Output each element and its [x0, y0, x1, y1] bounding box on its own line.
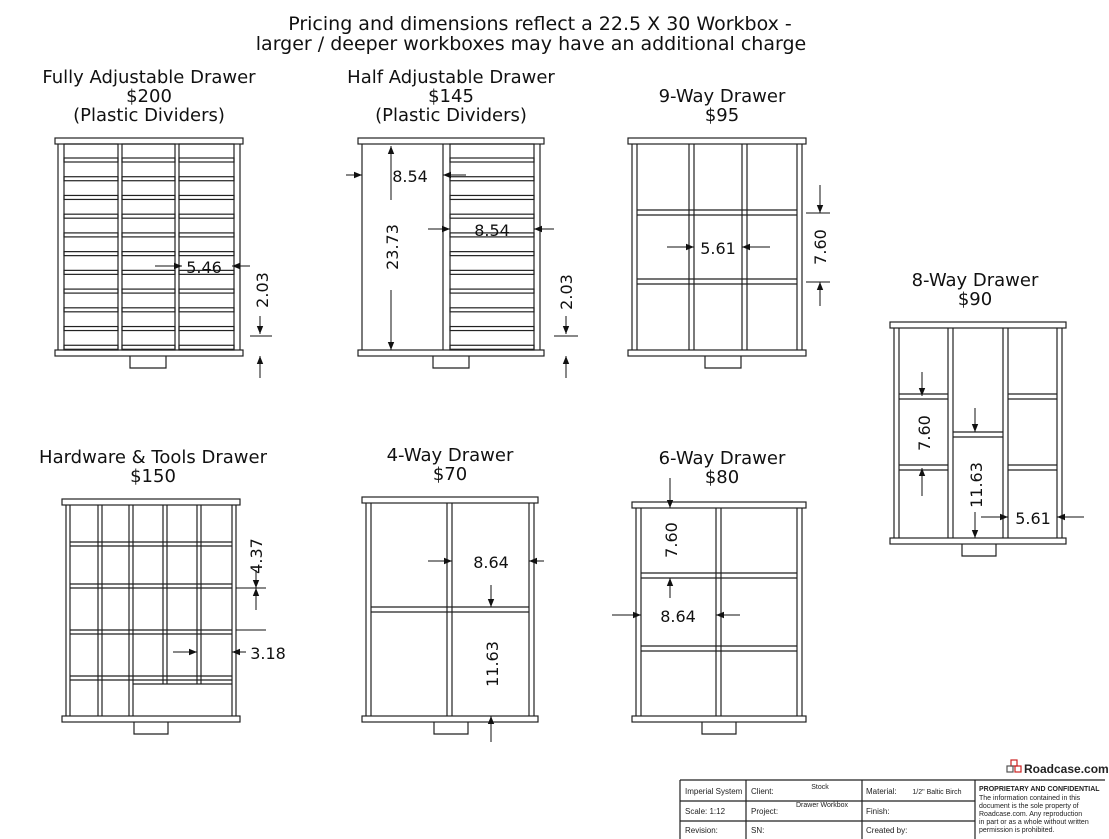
drawer-note: (Plastic Dividers)	[375, 105, 527, 126]
drawer-hardware-tools	[39, 447, 286, 734]
dim-label: 7.60	[915, 415, 934, 451]
dim-label: 8.54	[392, 167, 428, 186]
divider-slot	[450, 214, 534, 218]
drawer-title: Hardware & Tools Drawer	[39, 447, 267, 468]
divider-slot	[64, 158, 118, 162]
divider-slot	[179, 289, 234, 293]
drawer-price: $90	[957, 289, 993, 310]
divider-slot	[450, 177, 534, 181]
divider-slot	[450, 158, 534, 162]
divider-slot	[179, 252, 234, 256]
drawer-half-adjustable	[346, 67, 578, 378]
dim-label: 11.63	[483, 641, 502, 687]
drawer-price: $80	[704, 467, 740, 488]
drawer-title: Half Adjustable Drawer	[347, 67, 555, 88]
divider-slot	[64, 214, 118, 218]
tb-scale: Scale: 1:12	[685, 807, 726, 816]
tb-material-value: 1/2" Baltic Birch	[912, 789, 962, 796]
roadcase-logo-icon	[1007, 760, 1021, 772]
tb-system: Imperial System	[685, 787, 743, 796]
dim-label: 8.64	[660, 607, 696, 626]
tb-logo: Roadcase.com	[1024, 762, 1109, 776]
divider-slot	[179, 214, 234, 218]
drawer-note: (Plastic Dividers)	[73, 105, 225, 126]
dim-label: 3.18	[250, 644, 286, 663]
dim-label: 7.60	[811, 229, 830, 265]
title-block	[680, 760, 1109, 839]
drawer-outline	[55, 138, 243, 368]
divider-slot	[64, 327, 118, 331]
tb-project-value: Drawer Workbox	[796, 802, 848, 809]
drawer-title: Fully Adjustable Drawer	[42, 67, 256, 88]
divider-slot	[122, 158, 175, 162]
drawer-price: $200	[126, 86, 172, 107]
drawer-title: 8-Way Drawer	[911, 270, 1039, 291]
drawer-price: $95	[704, 105, 740, 126]
drawer-9-way	[628, 86, 830, 368]
tb-project-label: Project:	[751, 807, 779, 816]
divider-slot	[122, 177, 175, 181]
divider-slot	[64, 252, 118, 256]
tb-client-value: Stock	[811, 784, 829, 791]
divider-slot	[450, 327, 534, 331]
dim-label: 11.63	[967, 462, 986, 508]
drawer-outline	[362, 497, 538, 734]
dim-label: 2.03	[557, 274, 576, 310]
drawer-outline	[62, 499, 240, 734]
divider-slot	[64, 270, 118, 274]
divider-slot	[179, 233, 234, 237]
dim-label: 7.60	[662, 522, 681, 558]
drawer-price: $145	[428, 86, 474, 107]
drawer-4-way	[362, 445, 544, 742]
divider-slot	[179, 177, 234, 181]
divider-slot	[122, 195, 175, 199]
tb-client-label: Client:	[751, 787, 774, 796]
divider-slot	[450, 252, 534, 256]
divider-slot	[450, 308, 534, 312]
drawer-fully-adjustable	[42, 67, 272, 378]
dim-label: 8.64	[473, 553, 509, 572]
tb-proprietary-line: document is the sole property of	[979, 803, 1079, 810]
dim-label: 5.46	[186, 258, 222, 277]
drawer-price: $70	[432, 464, 468, 485]
header-line-2: larger / deeper workboxes may have an additional charge	[255, 33, 807, 55]
divider-slot	[64, 177, 118, 181]
drawer-price: $150	[130, 466, 176, 487]
divider-slot	[122, 214, 175, 218]
divider-slot	[179, 308, 234, 312]
divider-slot	[450, 195, 534, 199]
divider-slot	[122, 233, 175, 237]
tb-proprietary-line: in part or as a whole without written	[979, 819, 1089, 826]
divider-slot	[64, 195, 118, 199]
divider-slot	[122, 270, 175, 274]
divider-slot	[64, 308, 118, 312]
tb-proprietary-title: PROPRIETARY AND CONFIDENTIAL	[979, 786, 1100, 793]
tb-proprietary-line: Roadcase.com. Any reproduction	[979, 811, 1083, 818]
tb-sn-label: SN:	[751, 826, 765, 835]
dim-label: 8.54	[474, 221, 510, 240]
divider-slot	[122, 308, 175, 312]
divider-slot	[179, 345, 234, 349]
dim-label: 2.03	[253, 272, 272, 308]
drawer-outline	[632, 502, 806, 734]
dim-label: 23.73	[383, 224, 402, 270]
divider-slot	[64, 289, 118, 293]
drawer-8-way	[890, 270, 1084, 556]
divider-slot	[64, 345, 118, 349]
drawer-title: 6-Way Drawer	[658, 448, 786, 469]
divider-slot	[450, 289, 534, 293]
tb-proprietary-line: permission is prohibited.	[979, 827, 1055, 834]
divider-slot	[179, 195, 234, 199]
drawer-title: 9-Way Drawer	[658, 86, 786, 107]
dim-label: 5.61	[700, 239, 736, 258]
divider-slot	[122, 345, 175, 349]
tb-proprietary-line: The information contained in this	[979, 795, 1081, 802]
drawer-6-way	[612, 448, 806, 734]
tb-material-label: Material:	[866, 787, 897, 796]
tb-finish-label: Finish:	[866, 807, 890, 816]
tb-revision-label: Revision:	[685, 826, 718, 835]
dim-label: 4.37	[247, 538, 266, 574]
divider-slot	[122, 289, 175, 293]
tb-created-label: Created by:	[866, 826, 908, 835]
header-line-1: Pricing and dimensions reflect a 22.5 X 30 Workbox -	[288, 13, 792, 35]
divider-slot	[122, 252, 175, 256]
divider-slot	[179, 158, 234, 162]
divider-slot	[450, 270, 534, 274]
divider-slot	[64, 233, 118, 237]
dim-label: 5.61	[1015, 509, 1051, 528]
divider-slot	[122, 327, 175, 331]
drawer-title: 4-Way Drawer	[386, 445, 514, 466]
divider-slot	[179, 327, 234, 331]
divider-slot	[450, 345, 534, 349]
